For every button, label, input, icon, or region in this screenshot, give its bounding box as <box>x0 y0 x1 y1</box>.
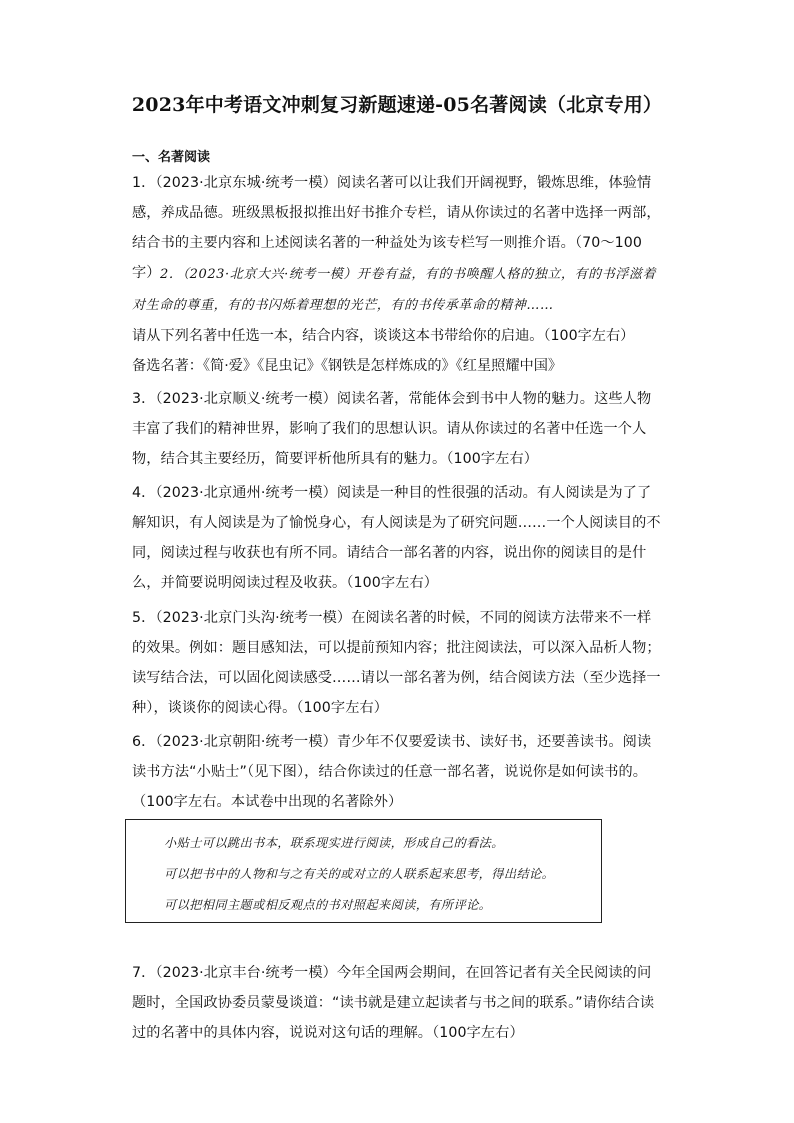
question-2-lead: 2．（2023·北京大兴·统考一模）开卷有益，有的书唤醒人格的独立，有的书浮滋着 <box>160 267 657 282</box>
question-2-options: 备选名著：《简·爱》《昆虫记》《钢铁是怎样炼成的》《红星照耀中国》 <box>132 358 563 374</box>
tip-line: 可以把书中的人物和与之有关的或对立的人联系起来思考，得出结论。 <box>164 867 555 881</box>
question-2 <box>132 259 662 381</box>
question-4: 4．（2023·北京通州·统考一模）阅读是一种目的性很强的活动。有人阅读是为了了解知识，有人阅读是为了愉悦身心，有人阅读是为了研究问题……一个人阅读目的不同，阅读过程与收获也有所不同。请结合一部名著的内容，说出你的阅读目的是什么，并简要说明阅读过程及收获。（100字左右） <box>132 485 661 591</box>
page-title: 2023年中考语文冲刺复习新题速递-05名著阅读（北京专用） <box>131 94 663 116</box>
question-6: 6．（2023·北京朝阳·统考一模）青少年不仅要爱读书、读好书，还要善读书。阅读读书方法“小贴士”（见下图），结合你读过的任意一部名著，说说你是如何读书的。（100字左右。本试卷中出现的名著除外） <box>132 734 652 810</box>
tip-line: 小贴士可以跳出书本，联系现实进行阅读，形成自己的看法。 <box>164 836 504 850</box>
tips-box <box>125 819 602 923</box>
section-heading: 一、名著阅读 <box>132 150 211 165</box>
question-2-prompt: 请从下列名著中任选一本，结合内容，谈谈这本书带给你的启迪。（100字左右） <box>132 328 635 344</box>
question-2-continuation: 对生命的尊重，有的书闪烁着理想的光芒，有的书传承革命的精神…… <box>132 298 554 313</box>
question-1: 1．（2023·北京东城·统考一模）阅读名著可以让我们开阔视野，锻炼思维，体验情感，养成品德。班级黑板报拟推出好书推介专栏，请从你读过的名著中选择一两部，结合书的主要内容和上述阅读名著的一种益处为该专栏写一则推介语。（70～100字） <box>132 175 661 281</box>
tip-line: 可以把相同主题或相反观点的书对照起来阅读，有所评论。 <box>164 898 492 912</box>
question-3: 3．（2023·北京顺义·统考一模）阅读名著，常能体会到书中人物的魅力。这些人物丰富了我们的精神世界，影响了我们的思想认识。请从你读过的名著中任选一个人物，结合其主要经历，简要评析他所具有的魅力。（100字左右） <box>132 391 652 467</box>
question-7: 7．（2023·北京丰台·统考一模）今年全国两会期间，在回答记者有关全民阅读的问题时，全国政协委员蒙曼谈道：“读书就是建立起读者与书之间的联系。”请你结合读过的名著中的具体内容，说说对这句话的理解。（100字左右） <box>132 965 655 1041</box>
question-5: 5．（2023·北京门头沟·统考一模）在阅读名著的时候，不同的阅读方法带来不一样的效果。例如：题目感知法，可以提前预知内容；批注阅读法，可以深入品析人物；读写结合法，可以固化阅读感受……请以一部名著为例，结合阅读方法（至少选择一种），谈谈你的阅读心得。（100字左右） <box>132 610 661 716</box>
